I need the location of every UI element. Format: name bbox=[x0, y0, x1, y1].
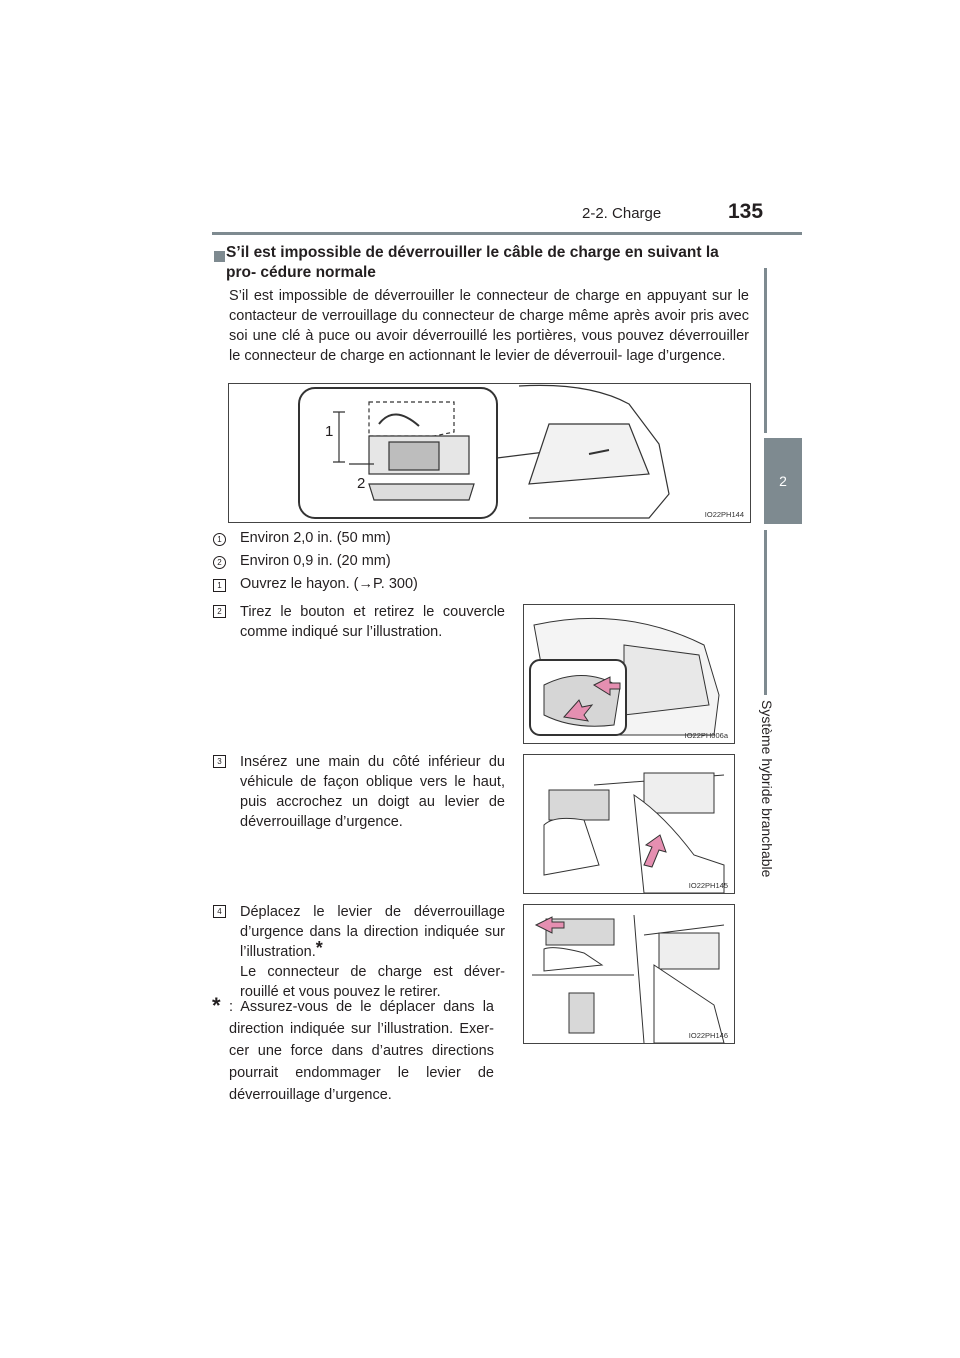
step-1-number: 1 bbox=[213, 579, 226, 592]
insert-hand-illustration bbox=[524, 755, 734, 893]
charge-port-illustration bbox=[229, 384, 750, 522]
fig1-code: IO22PH144 bbox=[704, 510, 744, 519]
section-paragraph: S’il est impossible de déverrouiller le connecteur de charge en appuyant sur le contacteur de verrouillage du connecteur de charge même après avoir pris avec soi une clé à puce ou avoir déverrouillé les portières, vous pouvez déverrouiller le connecteur de charge en actionnant le levier de déverrouil- lage d’urgence. bbox=[229, 288, 749, 364]
step-3-number: 3 bbox=[213, 755, 226, 768]
fig1-callout-1: 1 bbox=[325, 423, 334, 440]
open-cover-illustration bbox=[524, 605, 734, 743]
step-4-text-main: Déplacez le levier de déverrouillage d’urgence dans la direction indiquée sur l’illustration. bbox=[240, 904, 505, 960]
step-2-text: Tirez le bouton et retirez le couvercle comme indiqué sur l’illustration. bbox=[240, 604, 505, 640]
side-rule-top bbox=[764, 268, 767, 433]
section-heading: S’il est impossible de déverrouiller le câble de charge en suivant la pro- cédure normale bbox=[226, 244, 719, 281]
move-lever-illustration bbox=[524, 905, 734, 1043]
footnote-text: : Assurez-vous de le déplacer dans la direction indiquée sur l’illustration. Exer- cer une force dans d’autres directions pourrait endommager le levier de déverrouillage d’urgence. bbox=[229, 999, 494, 1103]
chapter-tab: 2 bbox=[764, 438, 802, 524]
fig3-code: IO22PH145 bbox=[688, 881, 728, 890]
legend-marker-1: 1 bbox=[213, 533, 226, 546]
step-1-text: Ouvrez le hayon. (→P. 300) bbox=[240, 576, 418, 592]
fig2-code: IO22PH006a bbox=[684, 731, 728, 740]
footnote-asterisk: * bbox=[212, 993, 221, 1018]
heading-square-icon bbox=[214, 251, 225, 262]
step-4-asterisk: * bbox=[315, 938, 323, 958]
fig4-code: IO22PH146 bbox=[688, 1031, 728, 1040]
fig1-callout-2: 2 bbox=[357, 475, 366, 492]
figure-open-cover bbox=[523, 604, 735, 744]
step-2-number: 2 bbox=[213, 605, 226, 618]
section-header: 2-2. Charge bbox=[582, 205, 662, 222]
step-4-text bbox=[240, 902, 505, 1002]
step-4-text-result: Le connecteur de charge est déver- rouillé et vous pouvez le retirer. bbox=[240, 964, 505, 1000]
figure-insert-hand bbox=[523, 754, 735, 894]
legend-text-1: Environ 2,0 in. (50 mm) bbox=[240, 530, 391, 546]
step-3-text: Insérez une main du côté inférieur du véhicule de façon oblique vers le haut, puis accrochez un doigt au levier de déverrouillage d’urgence. bbox=[240, 754, 505, 830]
legend-text-2: Environ 0,9 in. (20 mm) bbox=[240, 553, 391, 569]
side-rule-bottom bbox=[764, 530, 767, 695]
chapter-title: Système hybride branchable bbox=[759, 700, 775, 878]
figure-charge-port-diagram bbox=[228, 383, 751, 523]
legend-marker-2: 2 bbox=[213, 556, 226, 569]
figure-move-lever bbox=[523, 904, 735, 1044]
step-4-number: 4 bbox=[213, 905, 226, 918]
page-number: 135 bbox=[728, 200, 764, 223]
header-rule bbox=[212, 232, 802, 235]
